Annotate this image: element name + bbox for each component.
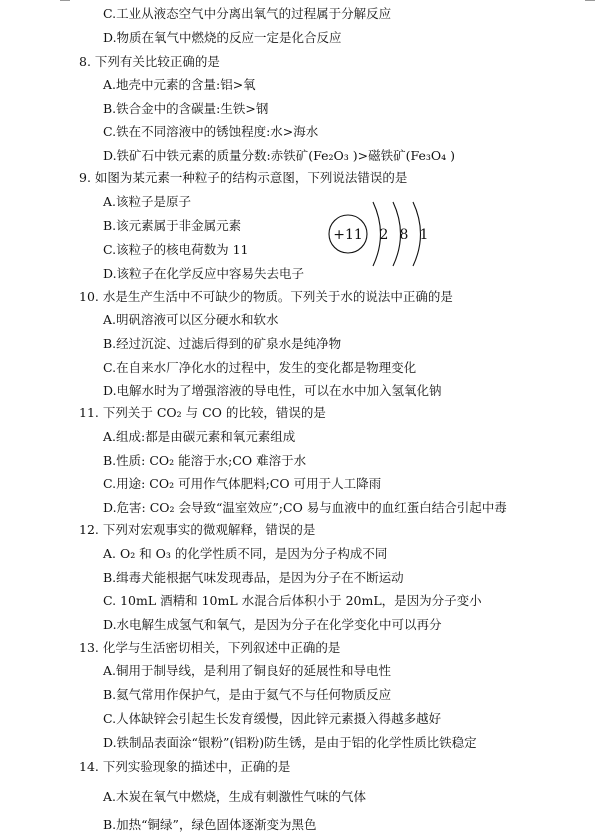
- option-10a: A.明矾溶液可以区分硬水和软水: [103, 312, 279, 327]
- option-10c: C.在自来水厂净化水的过程中，发生的变化都是物理变化: [103, 360, 417, 375]
- nucleus-charge: +11: [333, 227, 363, 243]
- shell-1-count: 2: [379, 227, 389, 243]
- option-11b: B.性质: CO₂ 能溶于水;CO 难溶于水: [103, 453, 307, 468]
- question-12: 12. 下列对宏观事实的微观解释，错误的是: [79, 522, 316, 537]
- option-9a: A.该粒子是原子: [103, 194, 192, 209]
- option-8b: B.铁合金中的含碳量:生铁>钢: [103, 101, 269, 116]
- option-13d: D.铁制品表面涂“银粉”(铝粉)防生锈，是由于铝的化学性质比铁稳定: [103, 735, 477, 750]
- option-8d: D.铁矿石中铁元素的质量分数:赤铁矿(Fe₂O₃ )>磁铁矿(Fe₃O₄ ): [103, 148, 456, 163]
- page-corner-mark-right: [585, 0, 595, 3]
- atom-structure-svg: [326, 196, 436, 272]
- option-8c: C.铁在不同溶液中的锈蚀程度:水>海水: [103, 124, 319, 139]
- option-7d: D.物质在氧气中燃烧的反应一定是化合反应: [103, 30, 342, 45]
- question-10: 10. 水是生产生活中不可缺少的物质。下列关于水的说法中正确的是: [79, 289, 453, 304]
- question-9: 9. 如图为某元素一种粒子的结构示意图，下列说法错误的是: [79, 170, 408, 185]
- option-13a: A.铜用于制导线，是利用了铜良好的延展性和导电性: [103, 663, 392, 678]
- option-12c: C. 10mL 酒精和 10mL 水混合后体积小于 20mL，是因为分子变小: [103, 593, 482, 608]
- option-9d: D.该粒子在化学反应中容易失去电子: [103, 266, 305, 281]
- option-7c: C.工业从液态空气中分离出氧气的过程属于分解反应: [103, 6, 392, 21]
- question-8: 8. 下列有关比较正确的是: [79, 54, 220, 69]
- question-13: 13. 化学与生活密切相关，下列叙述中正确的是: [79, 640, 341, 655]
- option-12b: B.缉毒犬能根据气味发现毒品，是因为分子在不断运动: [103, 570, 404, 585]
- question-11: 11. 下列关于 CO₂ 与 CO 的比较，错误的是: [79, 405, 326, 420]
- option-14b: B.加热“铜绿”，绿色固体逐渐变为黑色: [103, 817, 317, 832]
- option-13b: B.氦气常用作保护气，是由于氦气不与任何物质反应: [103, 687, 392, 702]
- option-10b: B.经过沉淀、过滤后得到的矿泉水是纯净物: [103, 336, 342, 351]
- question-14: 14. 下列实验现象的描述中，正确的是: [79, 759, 291, 774]
- option-10d: D.电解水时为了增强溶液的导电性，可以在水中加入氢氧化钠: [103, 383, 442, 398]
- shell-3-count: 1: [419, 227, 429, 243]
- option-9c: C.该粒子的核电荷数为 11: [103, 242, 249, 257]
- option-8a: A.地壳中元素的含量:铝>氧: [103, 77, 256, 92]
- option-11a: A.组成:都是由碳元素和氧元素组成: [103, 429, 296, 444]
- option-11c: C.用途: CO₂ 可用作气体肥料;CO 可用于人工降雨: [103, 476, 382, 491]
- option-11d: D.危害: CO₂ 会导致“温室效应”;CO 易与血液中的血红蛋白结合引起中毒: [103, 500, 507, 515]
- option-12a: A. O₂ 和 O₃ 的化学性质不同，是因为分子构成不同: [103, 546, 388, 561]
- option-14a: A.木炭在氧气中燃烧，生成有刺激性气味的气体: [103, 789, 367, 804]
- option-12d: D.水电解生成氢气和氧气，是因为分子在化学变化中可以再分: [103, 617, 442, 632]
- atom-structure-diagram: [326, 196, 436, 272]
- shell-2-count: 8: [399, 227, 409, 243]
- option-9b: B.该元素属于非金属元素: [103, 218, 242, 233]
- page-corner-mark-left: [60, 0, 70, 3]
- option-13c: C.人体缺锌会引起生长发育缓慢，因此锌元素摄入得越多越好: [103, 711, 442, 726]
